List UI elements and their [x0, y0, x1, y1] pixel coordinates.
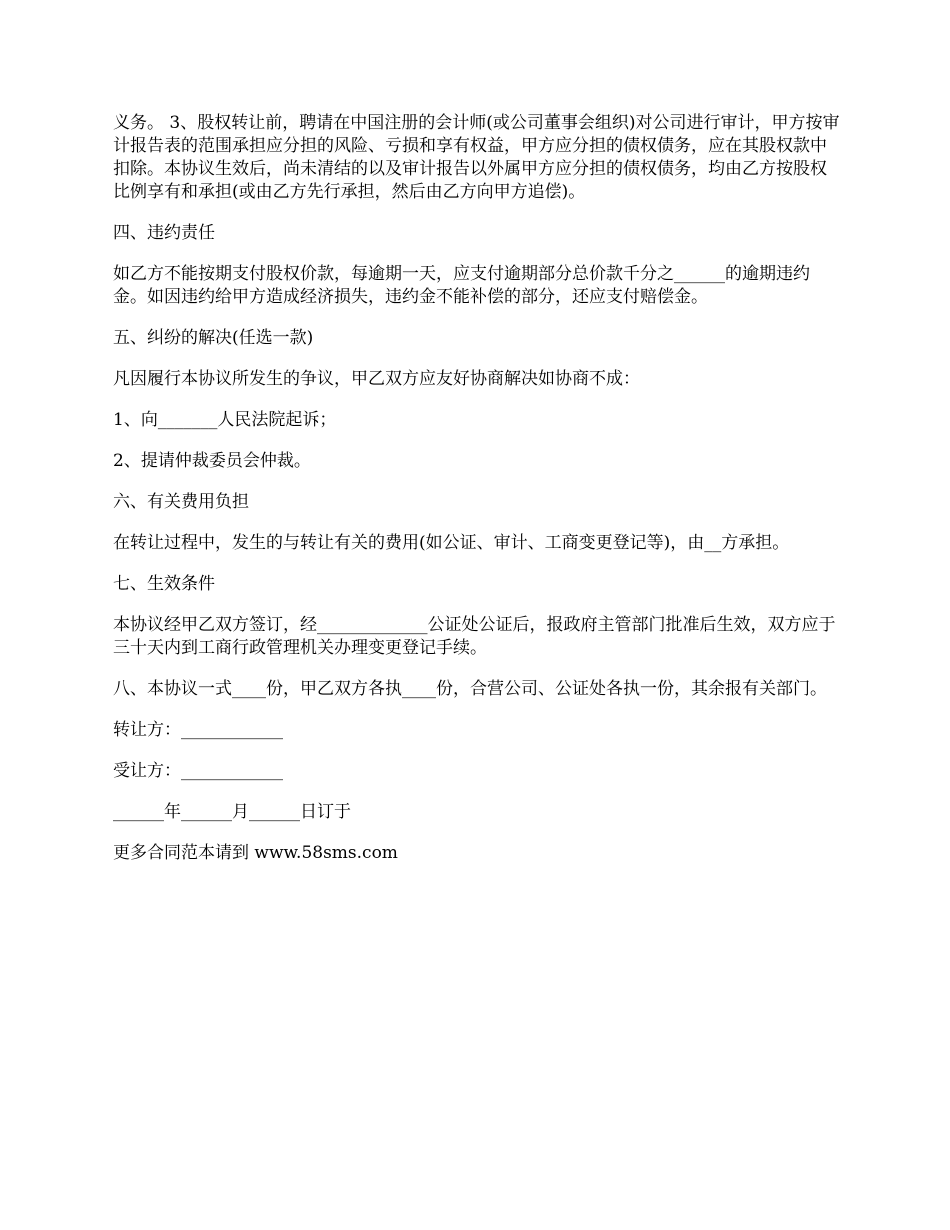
transferee-signature-line: 受让方：____________ — [113, 761, 283, 781]
section-6-heading: 六、有关费用负担 — [113, 492, 249, 512]
fees-paragraph: 在转让过程中，发生的与转让有关的费用(如公证、审计、工商变更登记等)，由__方承担。 — [113, 533, 790, 553]
document-page — [113, 112, 843, 883]
footer-website-line: 更多合同范本请到 www.58sms.com — [113, 843, 398, 863]
section-4-heading: 四、违约责任 — [113, 223, 215, 243]
section-7-heading: 七、生效条件 — [113, 574, 215, 594]
dispute-intro-paragraph: 凡因履行本协议所发生的争议，甲乙双方应友好协商解决如协商不成： — [113, 369, 640, 389]
section-5-heading: 五、纠纷的解决(任选一款) — [113, 328, 314, 348]
date-line: ______年______月______日订于 — [113, 802, 351, 822]
dispute-option-1: 1、向_______人民法院起诉； — [113, 410, 337, 430]
effectiveness-paragraph: 本协议经甲乙双方签订，经_____________公证处公证后，报政府主管部门批准后生效，双方应于三十天内到工商行政管理机关办理变更登记手续。 — [113, 615, 836, 658]
copies-paragraph: 八、本协议一式____份，甲乙双方各执____份，合营公司、公证处各执一份，其余报有关部门。 — [113, 679, 827, 699]
dispute-option-2: 2、提请仲裁委员会仲裁。 — [113, 451, 311, 471]
breach-liability-paragraph: 如乙方不能按期支付股权价款，每逾期一天，应支付逾期部分总价款千分之______的逾期违约金。如因违约给甲方造成经济损失，违约金不能补偿的部分，还应支付赔偿金。 — [113, 264, 810, 307]
transferor-signature-line: 转让方：____________ — [113, 720, 283, 740]
clause-3-audit-paragraph: 义务。 3、股权转让前，聘请在中国注册的会计师(或公司董事会组织)对公司进行审计，甲方按审计报告表的范围承担应分担的风险、亏损和享有权益，甲方应分担的债权债务，应在其股权款中扣除。本协议生效后，尚未清结的以及审计报告以外属甲方应分担的债权债务，均由乙方按股权比例享有和承担(或由乙方先行承担，然后由乙方向甲方追偿)。 — [113, 113, 840, 202]
